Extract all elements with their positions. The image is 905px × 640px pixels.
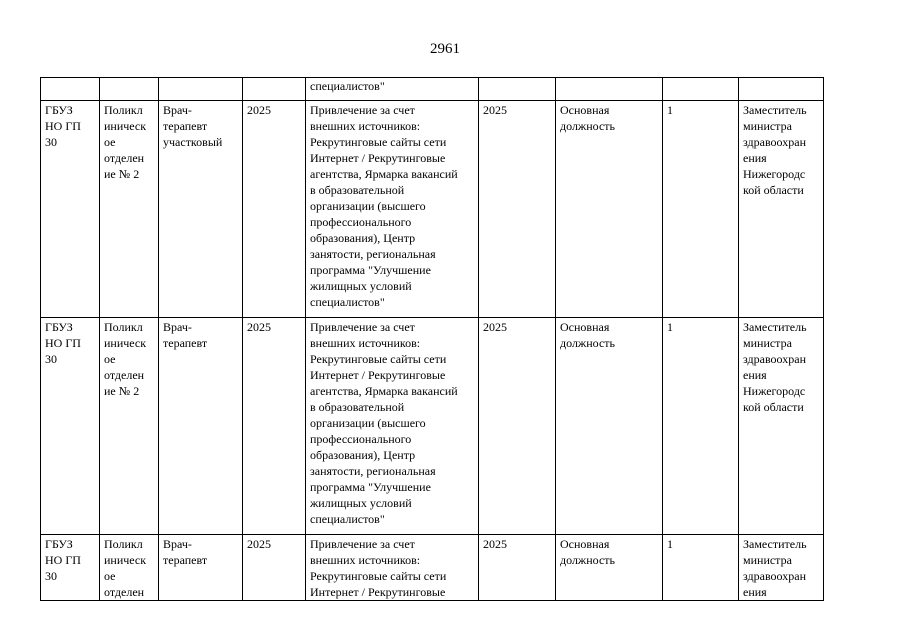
plan-year-cell: 2025 <box>479 101 556 318</box>
year-cell: 2025 <box>243 101 306 318</box>
org-cell: ГБУЗ НО ГП 30 <box>41 535 100 601</box>
table-row <box>41 535 824 601</box>
table-row-continuation <box>41 78 824 101</box>
responsible-cell: Заместитель министра здравоохран ения <box>739 535 824 601</box>
responsible-cell <box>739 78 824 101</box>
count-cell: 1 <box>663 535 739 601</box>
employment-type-cell <box>556 78 663 101</box>
position-cell: Врач- терапевт <box>159 535 243 601</box>
employment-type-cell: Основная должность <box>556 535 663 601</box>
year-cell: 2025 <box>243 535 306 601</box>
plan-year-cell <box>479 78 556 101</box>
method-cell: Привлечение за счет внешних источников: Рекрутинговые сайты сети Интернет / Рекрутинговые <box>306 535 479 601</box>
plan-year-cell: 2025 <box>479 318 556 535</box>
plan-year-cell: 2025 <box>479 535 556 601</box>
year-cell: 2025 <box>243 318 306 535</box>
org-cell: ГБУЗ НО ГП 30 <box>41 318 100 535</box>
org-cell <box>41 78 100 101</box>
responsible-cell: Заместитель министра здравоохран ения Нижегородс кой области <box>739 101 824 318</box>
org-cell: ГБУЗ НО ГП 30 <box>41 101 100 318</box>
department-cell: Поликл иническ ое отделен <box>100 535 159 601</box>
employment-type-cell: Основная должность <box>556 318 663 535</box>
page-number: 2961 <box>430 41 460 57</box>
staffing-table <box>40 77 824 601</box>
department-cell: Поликл иническ ое отделен ие № 2 <box>100 318 159 535</box>
method-cell: Привлечение за счет внешних источников: Рекрутинговые сайты сети Интернет / Рекрутинговые агентства, Ярмарка вакансий в образовательной организации (высшего профессионального образования), Центр занятости, региональная программа "Улучшение жилищных условий специалистов" <box>306 101 479 318</box>
count-cell: 1 <box>663 318 739 535</box>
table-row <box>41 318 824 535</box>
table-row <box>41 101 824 318</box>
department-cell <box>100 78 159 101</box>
method-cell: Привлечение за счет внешних источников: Рекрутинговые сайты сети Интернет / Рекрутинговые агентства, Ярмарка вакансий в образовательной организации (высшего профессионального образования), Центр занятости, региональная программа "Улучшение жилищных условий специалистов" <box>306 318 479 535</box>
year-cell <box>243 78 306 101</box>
responsible-cell: Заместитель министра здравоохран ения Нижегородс кой области <box>739 318 824 535</box>
count-cell <box>663 78 739 101</box>
method-cell: специалистов" <box>306 78 479 101</box>
position-cell: Врач- терапевт <box>159 318 243 535</box>
employment-type-cell: Основная должность <box>556 101 663 318</box>
count-cell: 1 <box>663 101 739 318</box>
position-cell: Врач- терапевт участковый <box>159 101 243 318</box>
position-cell <box>159 78 243 101</box>
department-cell: Поликл иническ ое отделен ие № 2 <box>100 101 159 318</box>
